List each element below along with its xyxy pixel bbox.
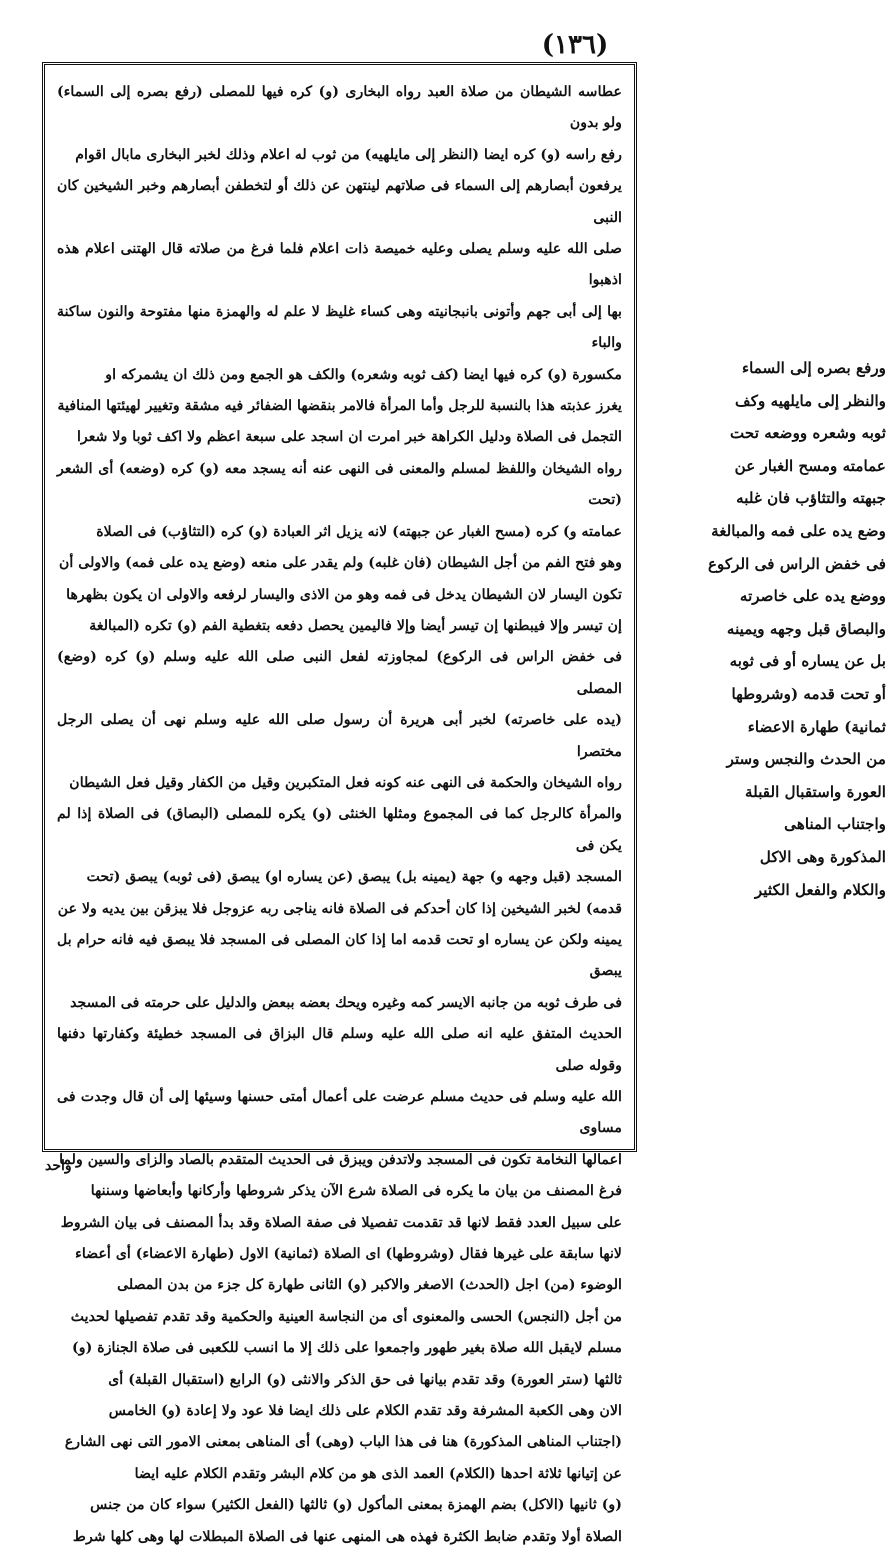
- catchword: واحد: [45, 1158, 72, 1174]
- page-number: (١٣٦): [541, 30, 609, 60]
- main-commentary-text: عطاسه الشيطان من صلاة العبد رواه البخارى (و) كره فيها للمصلى (رفع بصره إلى السماء) ولو بدون رفع راسه (و) كره ايضا (النظر إلى مايلهيه) من ثوب له اعلام وذلك لخبر البخارى مابال اقوام يرفعون أبصارهم إلى السماء فى صلاتهم لينتهن عن ذلك أو لتخطفن أبصارهم وخبر الشيخين كان النبى صلى الله عليه وسلم يصلى وعليه خميصة ذات اعلام فلما فرغ من صلاته قال الهتنى اعلام هذه اذهبوا بها إلى أبى جهم وأتونى بانبجانيته وهى كساء غليظ لا علم له والهمزة منها مفتوحة والنون ساكنة والباء مكسورة (و) كره فيها ايضا (كف ثوبه وشعره) والكف هو الجمع ومن ذلك ان يشمركه او يغرز عذبته هذا بالنسبة للرجل وأما المرأة فالامر بنقضها الضفائر فيه مشقة وتغيير لهيئتها المنافية التجمل فى الصلاة ودليل الكراهة خبر امرت ان اسجد على سبعة اعظم ولا اكف ثوبا ولا شعرا رواه الشيخان واللفظ لمسلم والمعنى فى النهى عنه أنه يسجد معه (و) كره (وضعه) أى الشعر (تحت عمامته و) كره (مسح الغبار عن جبهته) لانه يزيل اثر العبادة (و) كره (التثاؤب) فى الصلاة وهو فتح الفم من أجل الشيطان (فان غلبه) ولم يقدر على منعه (وضع يده على فمه) والاولى أن تكون اليسار لان الشيطان يدخل فى فمه وهو من الاذى واليسار لرفعه والاولى ان يكون بظهرها إن تيسر وإلا فيبطنها إن تيسر أيضا وإلا فاليمين يحصل دفعه بتغطية الفم (و) تكره (المبالغة فى خفض الراس فى الركوع) لمجاوزته لفعل النبى صلى الله عليه وسلم (و) كره (وضع) المصلى (يده على خاصرته) لخبر أبى هريرة أن رسول صلى الله عليه وسلم نهى أن يصلى الرجل مختصرا رواه الشيخان والحكمة فى النهى عنه كونه فعل المتكبرين وقيل من الكفار وقيل فعل الشيطان والمرأة كالرجل كما فى المجموع ومثلها الخنثى (و) يكره للمصلى (البصاق) فى الصلاة إذا لم يكن فى المسجد (قبل وجهه و) جهة (يمينه بل) يبصق (عن يساره او) يبصق (فى ثوبه) يبصق (تحت قدمه) لخبر الشيخين إذا كان أحدكم فى الصلاة فانه يناجى ربه عزوجل فلا يبزقن بين يديه ولا عن يمينه ولكن عن يساره او تحت قدمه اما إذا كان المصلى فى المسجد فلا يبصق فيه فانه حرام بل يبصق فى طرف ثوبه من جانبه الايسر كمه وغيره ويحك بعضه ببعض والدليل على حرمته فى المسجد الحديث المتفق عليه انه صلى الله عليه وسلم قال البزاق فى المسجد خطيئة وكفارتها دفنها وقوله صلى الله عليه وسلم فى حديث مسلم عرضت على أعمال أمتى حسنها وسيئها إلى أن قال وجدت فى مساوى اعمالها النخامة تكون فى المسجد ولاتدفن ويبزق فى الحديث المتقدم بالصاد والزاى والسين ولما فرغ المصنف من بيان ما يكره فى الصلاة شرع الآن يذكر شروطها وأركانها وأبعاضها وسننها على سبيل العدد فقط لانها قد تقدمت تفصيلا فى صفة الصلاة وقد بدأ المصنف فى بيان الشروط لانها سابقة على غيرها فقال (وشروطها) اى الصلاة (ثمانية) الاول (طهارة الاعضاء) أى أعضاء الوضوء (من) اجل (الحدث) الاصغر والاكبر (و) الثانى طهارة كل جزء من بدن المصلى من أجل (النجس) الحسى والمعنوى أى من النجاسة العينية والحكمية وقد تقدم تفصيلها لحديث مسلم لايقبل الله صلاة بغير طهور واجمعوا على ذلك إلا ما انسب للكعبى فى صلاة الجنازة (و) ثالثها (ستر العورة) وقد تقدم بيانها فى حق الذكر والانثى (و) الرابع (استقبال القبلة) أى الان وهى الكعبة المشرفة وقد تقدم الكلام على ذلك ايضا فلا عود ولا إعادة (و) الخامس (اجتناب المناهى المذكورة) هنا فى هذا الباب (وهى) أى المناهى بمعنى الامور التى نهى الشارع عن إتيانها ثلاثة احدها (الكلام) العمد الذى هو من كلام البشر وتقدم الكلام عليه ايضا (و) ثانيها (الاكل) بضم الهمزة بمعنى المأكول (و) ثالثها (الفعل الكثير) سواء كان من جنس الصلاة أولا وتقدم ضابط الكثرة فهذه هى المنهى عنها فى الصلاة المبطلات لها وهى كلها شرط: [57, 84, 622, 1545]
- margin-matn-text: ورفع بصره إلى السماء والنظر إلى مايلهيه وكف ثوبه وشعره ووضعه تحت عمامته ومسح الغبار عن جبهته والتثاؤب فان غلبه وضع يده على فمه والمبالغة فى خفض الراس فى الركوع ووضع يده على خاصرته والبصاق قبل وجهه ويمينه بل عن يساره أو فى ثوبه أو تحت قدمه (وشروطها ثمانية) طهارة الاعضاء من الحدث والنجس وستر العورة واستقبال القبلة واجتناب المناهى المذكورة وهى الاكل والكلام والفعل الكثير: [707, 359, 886, 899]
